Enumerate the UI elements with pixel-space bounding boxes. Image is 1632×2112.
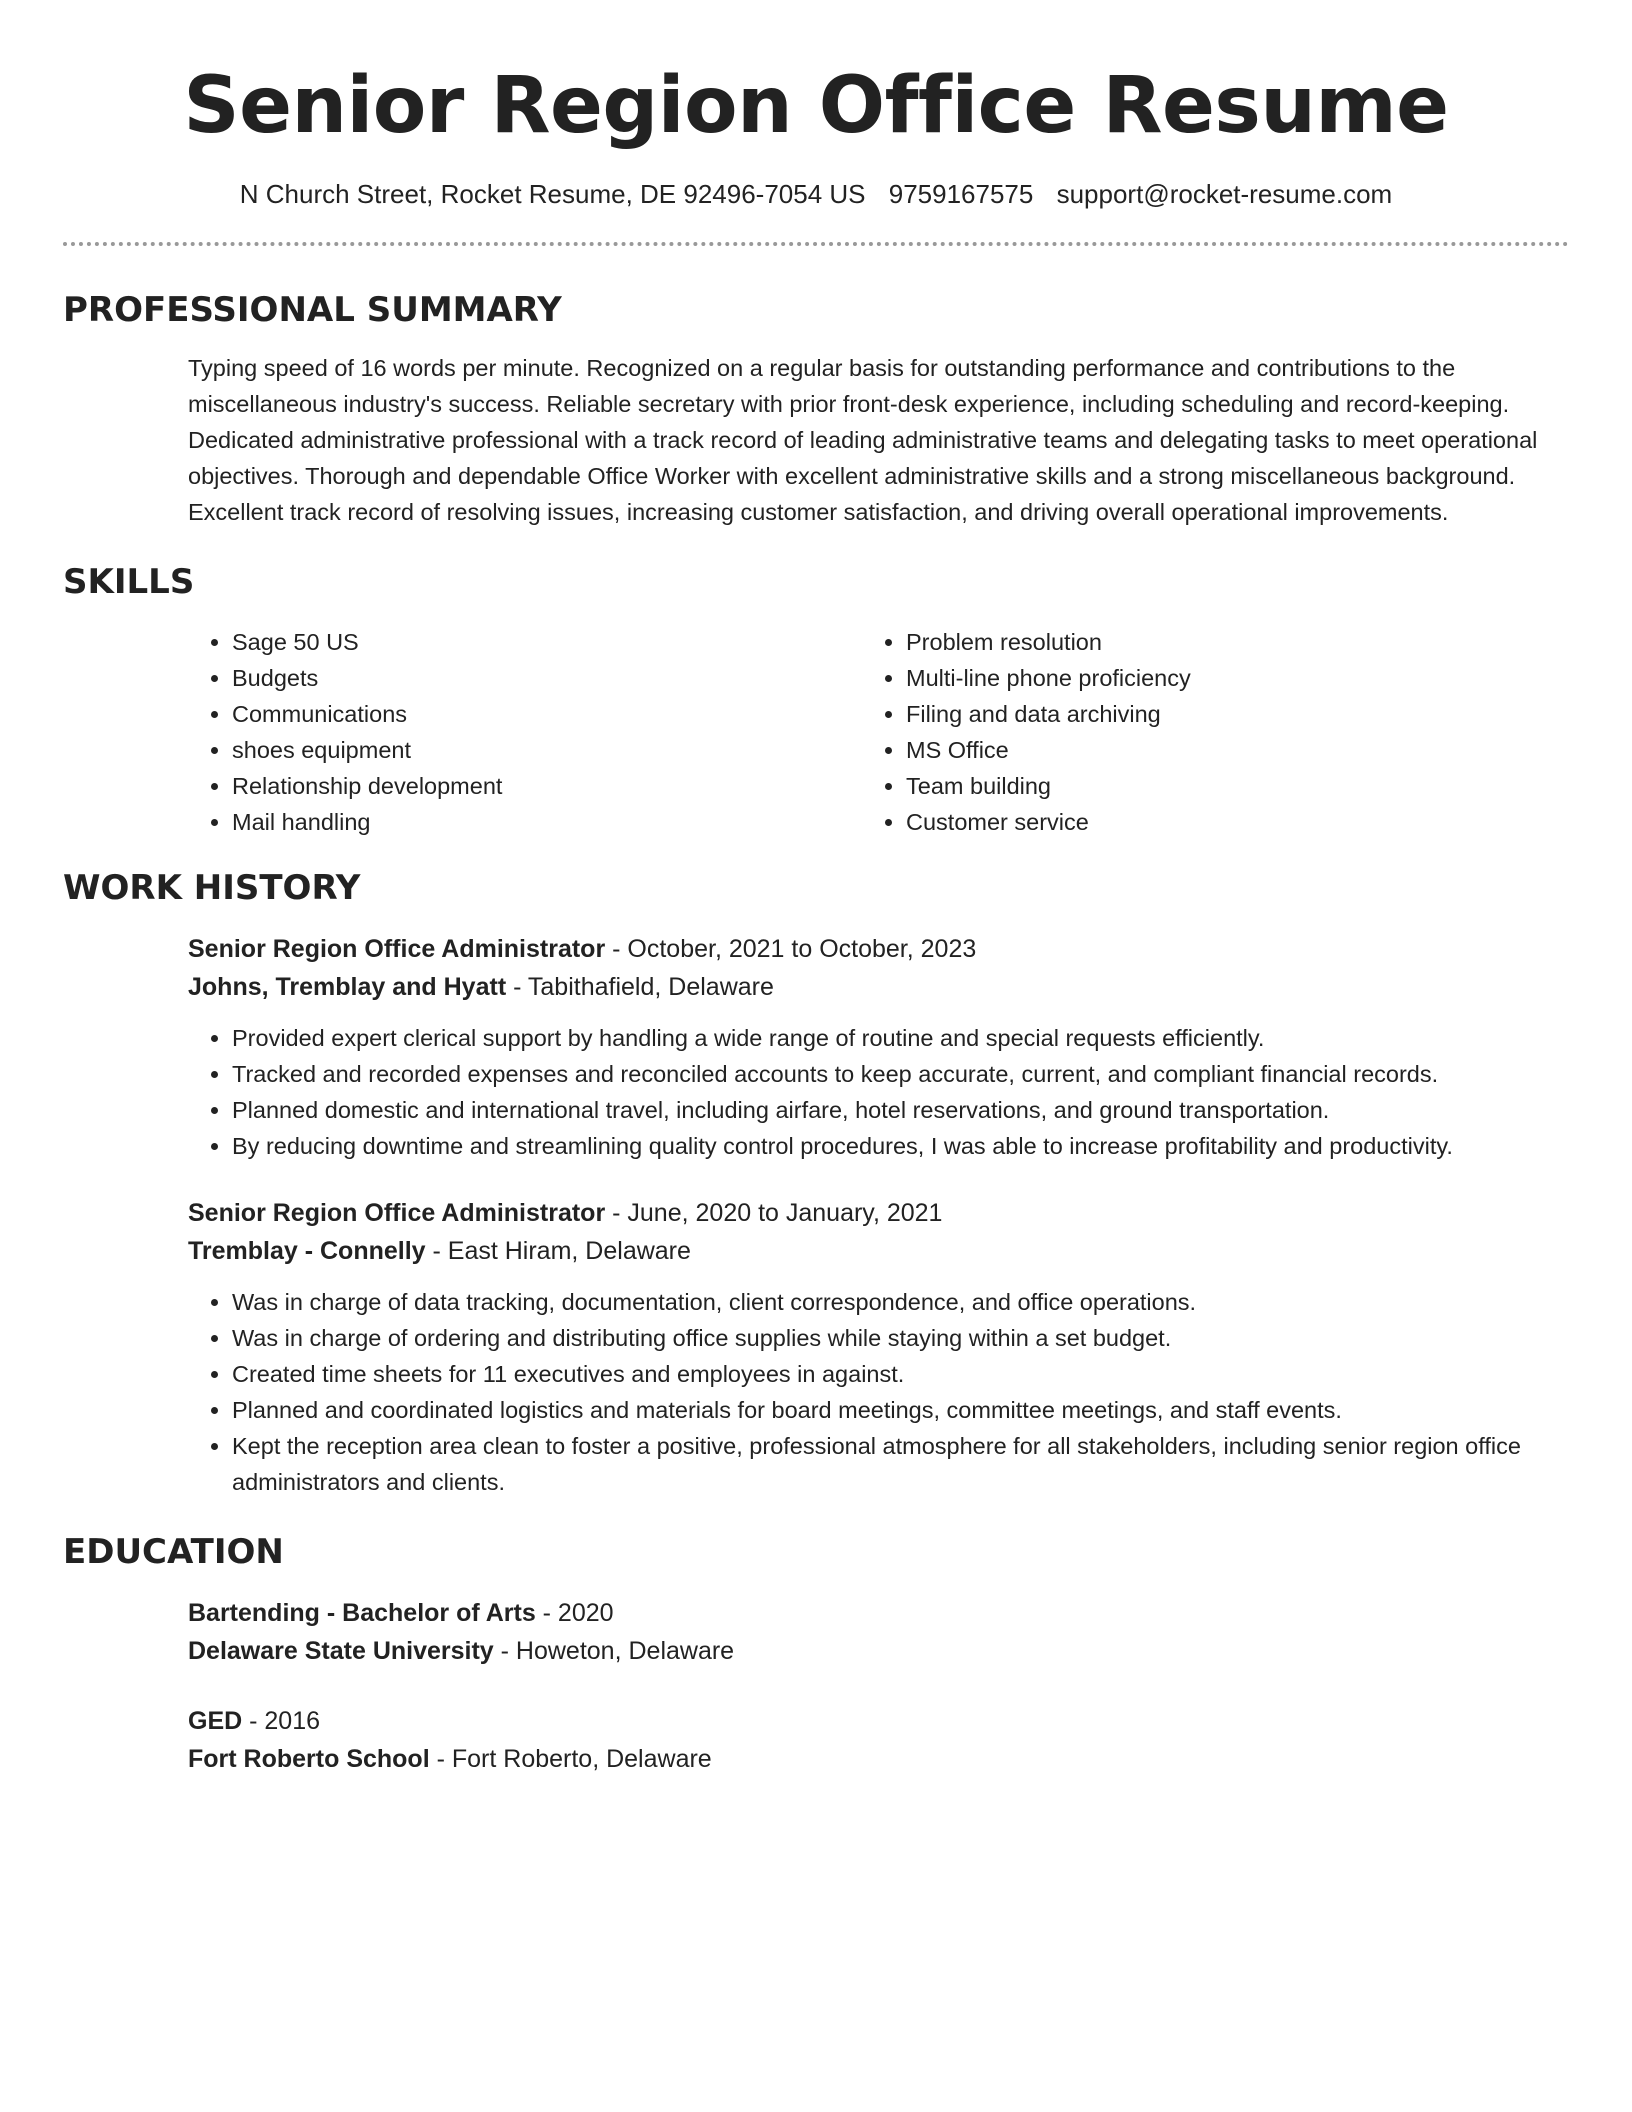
- skill-item: • Budgets: [232, 660, 862, 696]
- education-degree: GED: [188, 1707, 243, 1735]
- job-company: Tremblay - Connelly: [188, 1237, 426, 1265]
- skill-item: • shoes equipment: [232, 732, 862, 768]
- skills-heading: SKILLS: [63, 562, 195, 602]
- job-title: Senior Region Office Administrator: [188, 1199, 606, 1227]
- education-entry: [188, 1594, 1569, 1670]
- skill-item: • Relationship development: [232, 768, 862, 804]
- job-bullet: • Planned and coordinated logistics and materials for board meetings, committee meetings, and staff events.: [232, 1392, 1569, 1428]
- skill-item: • Sage 50 US: [232, 624, 862, 660]
- job-bullets: [188, 1020, 1569, 1164]
- education-degree-line: [188, 1702, 1569, 1740]
- job-bullet: • Created time sheets for 11 executives and employees in against.: [232, 1356, 1569, 1392]
- education-degree: Bartending - Bachelor of Arts: [188, 1599, 536, 1627]
- contact-email: support@rocket-resume.com: [1056, 179, 1393, 209]
- job-company-line: [188, 968, 1569, 1006]
- job-company: Johns, Tremblay and Hyatt: [188, 973, 507, 1001]
- education-school: Delaware State University: [188, 1637, 494, 1665]
- work-heading: WORK HISTORY: [63, 868, 361, 908]
- education-year: - 2020: [535, 1599, 614, 1627]
- skills-list: [188, 624, 1569, 840]
- job-bullet: • Was in charge of data tracking, documentation, client correspondence, and office operations.: [232, 1284, 1569, 1320]
- education-school-line: [188, 1740, 1569, 1778]
- job-bullet: • Provided expert clerical support by handling a wide range of routine and special requests efficiently.: [232, 1020, 1569, 1056]
- skills-column-left: [188, 624, 862, 840]
- skill-item: • Mail handling: [232, 804, 862, 840]
- job-entry: [188, 1194, 1569, 1500]
- job-entry: [188, 930, 1569, 1164]
- job-dates: - June, 2020 to January, 2021: [605, 1199, 943, 1227]
- skill-item: • Communications: [232, 696, 862, 732]
- skills-column-right: [862, 624, 1191, 840]
- education-year: - 2016: [242, 1707, 321, 1735]
- education-entry: [188, 1702, 1569, 1778]
- header-divider: [63, 242, 1569, 246]
- job-location: - Tabithafield, Delaware: [506, 973, 774, 1001]
- education-school: Fort Roberto School: [188, 1745, 430, 1773]
- contact-address: N Church Street, Rocket Resume, DE 92496-7054 US: [239, 179, 866, 209]
- summary-text: Typing speed of 16 words per minute. Recognized on a regular basis for outstanding performance and contributions to the miscellaneous industry's success. Reliable secretary with prior front-desk experience, including scheduling and record-keeping. Dedicated administrative professional with a track record of leading administrative teams and delegating tasks to meet operational objectives. Thorough and dependable Office Worker with excellent administrative skills and a strong miscellaneous background. Excellent track record of resolving issues, increasing customer satisfaction, and driving overall operational improvements.: [188, 355, 1538, 525]
- job-company-line: [188, 1232, 1569, 1270]
- skill-item: • MS Office: [906, 732, 1191, 768]
- education-school-line: [188, 1632, 1569, 1670]
- contact-phone: 9759167575: [888, 179, 1034, 209]
- education-location: - Howeton, Delaware: [493, 1637, 735, 1665]
- job-dates: - October, 2021 to October, 2023: [605, 935, 977, 963]
- job-bullets: [188, 1284, 1569, 1500]
- skill-item: • Team building: [906, 768, 1191, 804]
- job-bullet: • Was in charge of ordering and distributing office supplies while staying within a set budget.: [232, 1320, 1569, 1356]
- job-title-line: [188, 930, 1569, 968]
- education-degree-line: [188, 1594, 1569, 1632]
- skill-item: • Multi-line phone proficiency: [906, 660, 1191, 696]
- job-bullet: • Planned domestic and international travel, including airfare, hotel reservations, and ground transportation.: [232, 1092, 1569, 1128]
- job-bullet: • Kept the reception area clean to foster a positive, professional atmosphere for all stakeholders, including senior region office administrators and clients.: [232, 1428, 1569, 1500]
- education-location: - Fort Roberto, Delaware: [429, 1745, 712, 1773]
- job-title-line: [188, 1194, 1569, 1232]
- job-bullet: • Tracked and recorded expenses and reconciled accounts to keep accurate, current, and compliant financial records.: [232, 1056, 1569, 1092]
- skill-item: • Customer service: [906, 804, 1191, 840]
- resume-title: Senior Region Office Resume: [183, 61, 1449, 151]
- education-heading: EDUCATION: [63, 1532, 284, 1572]
- job-title: Senior Region Office Administrator: [188, 935, 606, 963]
- skill-item: • Filing and data archiving: [906, 696, 1191, 732]
- contact-line: [63, 176, 1569, 212]
- job-location: - East Hiram, Delaware: [425, 1237, 691, 1265]
- summary-heading: PROFESSIONAL SUMMARY: [63, 290, 562, 330]
- job-bullet: • By reducing downtime and streamlining quality control procedures, I was able to increase profitability and productivity.: [232, 1128, 1569, 1164]
- skill-item: • Problem resolution: [906, 624, 1191, 660]
